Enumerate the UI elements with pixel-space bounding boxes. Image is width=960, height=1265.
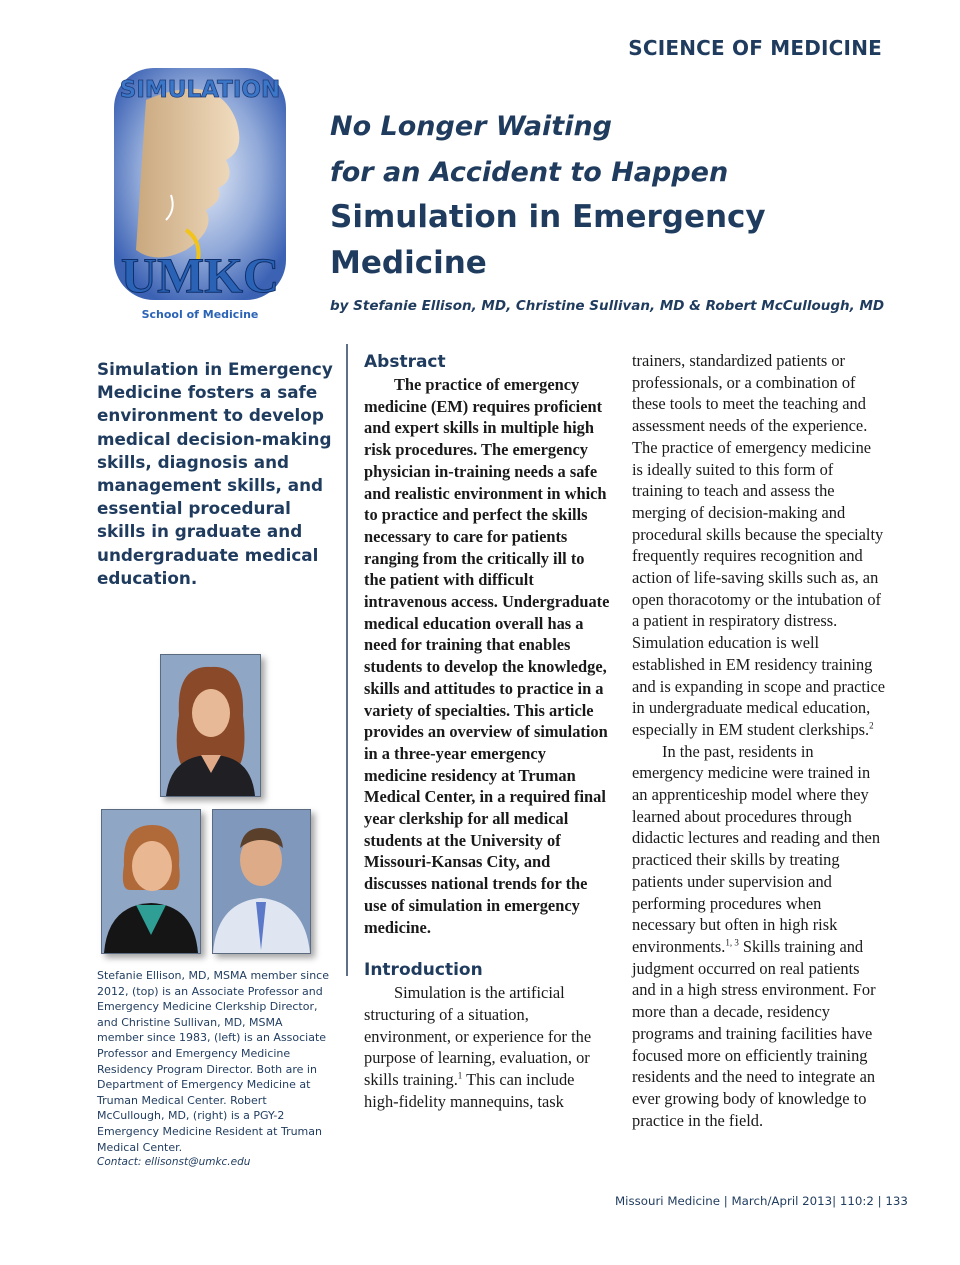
body-paragraph-1: trainers, standardized patients or professionals, or a combination of these tools to meet the teaching and assessment needs of the experience. The practice of emergency medicine is ideally suited to this form of training to teach and assess the merging of decision-making and procedural skills because the specialty frequently requires recognition and action of life-saving skills such as, an open thoracotomy or the intubation of a patient in respiratory distress. Simulation education is well established in EM residency training and is expanding in scope and practice in undergraduate medical education, especially in EM student clerkships.$^2$ bbox=[632, 351, 886, 739]
author-photo-ellison bbox=[160, 654, 261, 797]
logo-top-text: SIMULATION bbox=[119, 77, 281, 103]
logo-org-text: UMKC bbox=[120, 247, 280, 303]
author-caption bbox=[97, 968, 332, 1171]
title-line-2: for an Accident to Happen bbox=[330, 157, 729, 188]
reference-1-3: 1, 3 bbox=[725, 937, 739, 948]
reference-1: 1 bbox=[457, 1070, 463, 1081]
byline: by Stefanie Ellison, MD, Christine Sullivan, MD & Robert McCullough, MD bbox=[330, 298, 885, 314]
title-block bbox=[330, 104, 930, 314]
column-right bbox=[632, 350, 886, 1131]
author-photo-mccullough bbox=[212, 809, 311, 954]
main-title: Simulation in Emergency Medicine bbox=[330, 199, 766, 281]
caption-text: Stefanie Ellison, MD, MSMA member since 2012, (top) is an Associate Professor and Emergency Medicine Clerkship Director, and Christine Sullivan, MD, MSMA member since 1983, (left) is an Associate Professor and Emergency Medicine Residency Program Director. Both are in Department of Emergency Medicine at Truman Medical Center. Robert McCullough, MD, (right) is a PGY-2 Emergency Medicine Resident at Truman Medical Center. bbox=[97, 969, 329, 1154]
column-middle bbox=[364, 350, 610, 1113]
abstract-heading: Abstract bbox=[364, 352, 446, 372]
reference-2: 2 bbox=[869, 720, 874, 731]
column-divider bbox=[346, 344, 348, 976]
pull-quote: Simulation in Emergency Medicine fosters a safe environment to develop medical decision-making skills, diagnosis and management skills, and essential procedural skills in graduate and undergraduate medical education. bbox=[97, 359, 333, 588]
abstract-text: The practice of emergency medicine (EM) requires proficient and expert skills in multiple high risk procedures. The emergency physician in-training needs a safe and realistic environment in which to practice and perfect the skills necessary to care for patients ranging from the critically ill to the patient with difficult intravenous access. Undergraduate medical education overall has a need for training that enables students to develop the knowledge, skills and attitudes to practice in a variety of specialties. This article provides an overview of simulation in a three-year emergency medicine residency at Truman Medical Center, in a required final year clerkship for all medical students at the University of Missouri-Kansas City, and discusses national trends for the use of simulation in emergency medicine. bbox=[364, 375, 610, 937]
author-photo-sullivan bbox=[101, 809, 201, 954]
body-paragraph-2: In the past, residents in emergency medicine were trained in an apprenticeship model where they learned about procedures through didactic lectures and reading and then practiced their skills by treating patients under supervision and performing procedures when necessary but often in high risk environments.$^{1, 3}$ Skills training and judgment occurred on real patients and in a high stress environment. For more than a decade, residency programs and training facilities have focused more on efficiently training residents and the need to integrate an ever growing body of knowledge to practice in the field. bbox=[632, 741, 881, 1130]
title-line-1: No Longer Waiting bbox=[330, 111, 613, 142]
section-label: SCIENCE OF MEDICINE bbox=[628, 36, 882, 60]
logo-sub-text: School of Medicine bbox=[141, 308, 259, 321]
page-footer: Missouri Medicine | March/April 2013| 110:2 | 133 bbox=[615, 1194, 908, 1208]
introduction-paragraph: Simulation is the artificial structuring of a situation, environment, or experience for the purpose of learning, evaluation, or skills training.$^1$ This can include high-fidelity mannequins, task bbox=[364, 983, 592, 1111]
introduction-heading: Introduction bbox=[364, 960, 483, 981]
simulation-logo bbox=[106, 60, 296, 325]
contact-email: Contact: ellisonst@umkc.edu bbox=[97, 1156, 251, 1169]
